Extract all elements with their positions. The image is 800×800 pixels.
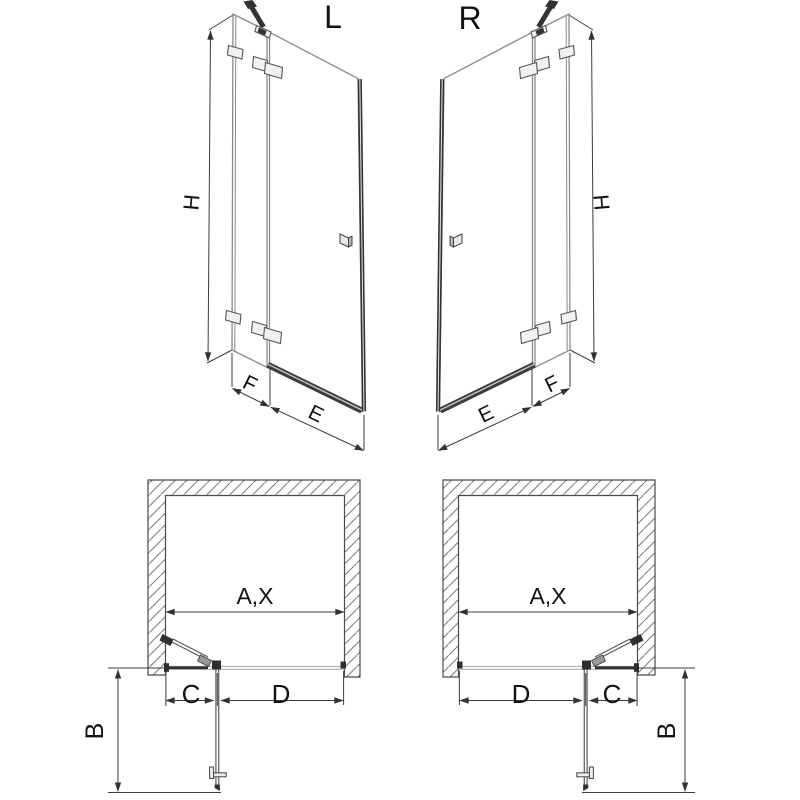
dim-label-opening-right: A,X bbox=[529, 583, 567, 609]
dim-label-swing-depth-left: B bbox=[81, 722, 109, 740]
elevation-view-right bbox=[438, 0, 595, 451]
dim-label-fixed-width-right: F bbox=[541, 371, 563, 398]
variant-label-right: R bbox=[458, 0, 482, 36]
dim-label-door-segment-right: D bbox=[511, 679, 531, 709]
plan-view-left bbox=[108, 612, 346, 793]
elevation-view-left bbox=[207, 0, 364, 451]
dim-label-opening-left: A,X bbox=[236, 583, 274, 609]
dim-label-fixed-segment-right: C bbox=[602, 679, 622, 709]
plan-view-right bbox=[457, 612, 695, 793]
dim-label-door-width-right: E bbox=[474, 400, 498, 428]
variant-label-left: L bbox=[324, 0, 342, 35]
dim-label-fixed-segment-left: C bbox=[181, 679, 201, 709]
dim-label-door-width-left: E bbox=[304, 400, 328, 428]
dim-label-swing-depth-right: B bbox=[653, 722, 681, 740]
dim-label-fixed-width-left: F bbox=[239, 371, 261, 398]
dim-label-door-segment-left: D bbox=[271, 679, 291, 709]
dim-label-height-left: H bbox=[178, 193, 205, 212]
plan-wall-left bbox=[148, 480, 360, 677]
dim-label-height-right: H bbox=[588, 193, 615, 212]
plan-wall-right bbox=[443, 480, 655, 677]
